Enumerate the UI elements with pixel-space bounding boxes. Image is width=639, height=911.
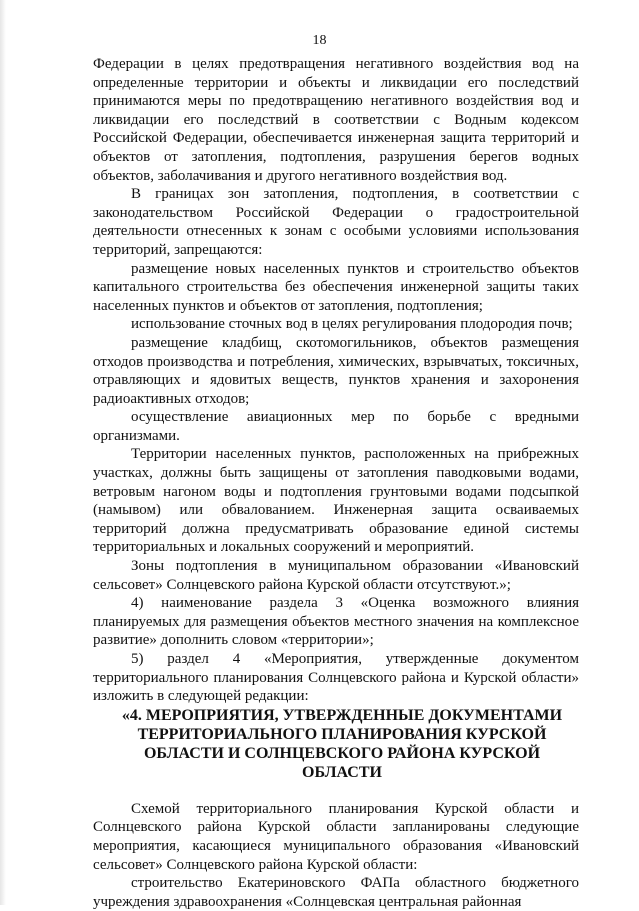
page-number: 18 <box>312 33 327 48</box>
list-item-cemeteries: размещение кладбищ, скотомогильников, объектов размещения отходов производства и потребления, химических, взрывчатых, токсичных, отравляющих и ядовитых веществ, пунктов хранения и захоронения радиоактивных отходов; <box>93 334 579 407</box>
list-item-new-settlements: размещение новых населенных пунктов и строительство объектов капитального строительства без обеспечения инженерной защиты таких населенных пунктов и объектов от затопления, подтопления; <box>93 260 579 314</box>
list-item-wastewater: использование сточных вод в целях регулирования плодородия почв; <box>131 316 573 333</box>
paragraph-flood-zones: В границах зон затопления, подтопления, в соответствии с законодательством Российской Федерации о градостроительной деятельности отнесенных к зонам с особыми условиями использования территорий, запрещаются: <box>93 186 579 258</box>
list-item-aviation-measures: осуществление авиационных мер по борьбе с вредными организмами. <box>93 409 579 444</box>
section-heading: «4. МЕРОПРИЯТИЯ, УТВЕРЖДЕННЫЕ ДОКУМЕНТАМИ ТЕРРИТОРИАЛЬНОГО ПЛАНИРОВАНИЯ КУРСКОЙ ОБЛАСТИ И СОЛНЦЕВСКОГО РАЙОНА КУРСКОЙ ОБЛАСТИ <box>121 706 563 781</box>
paragraph-underflooding-zones: Зоны подтопления в муниципальном образовании «Ивановский сельсовет» Солнцевского района Курской области отсутствуют.»; <box>93 558 579 593</box>
amendment-item-5: 5) раздел 4 «Мероприятия, утвержденные документом территориального планирования Солнцевского района и Курской области» изложить в следующей редакции: <box>93 651 579 705</box>
scan-edge-shadow <box>0 0 6 905</box>
list-item-construction: строительство Екатериновского ФАПа областного бюджетного учреждения здравоохранения «Солнцевская центральная районная <box>93 875 579 910</box>
amendment-item-4: 4) наименование раздела 3 «Оценка возможного влияния планируемых для размещения объектов местного значения на комплексное развитие» дополнить словом «территории»; <box>93 595 579 649</box>
paragraph-settlement-protection: Территории населенных пунктов, расположенных на прибрежных участках, должны быть защищены от затопления паводковыми водами, ветровым нагоном воды и подтопления грунтовыми водами подсыпкой (намывом) или обвалованием. Инженерная защита осваиваемых территорий должна предусматривать образование единой системы территориальных и локальных сооружений и мероприятий. <box>93 446 579 556</box>
document-body <box>93 55 579 911</box>
paragraph-planning-scheme: Схемой территориального планирования Курской области и Солнцевского района Курской области запланированы следующие мероприятия, касающиеся муниципального образования «Ивановский сельсовет» Солнцевского района Курской области: <box>93 800 579 873</box>
paragraph-continuation: Федерации в целях предотвращения негативного воздействия вод на определенные территории и объекты и ликвидации его последствий принимаются меры по предотвращению негативного воздействия вод и ликвидации его последствий в соответствии с Водным кодексом Российской Федерации, обеспечивается инженерная защита территорий и объектов от затопления, подтопления, разрушения берегов водных объектов, заболачивания и другого негативного воздействия вод. <box>93 56 579 184</box>
